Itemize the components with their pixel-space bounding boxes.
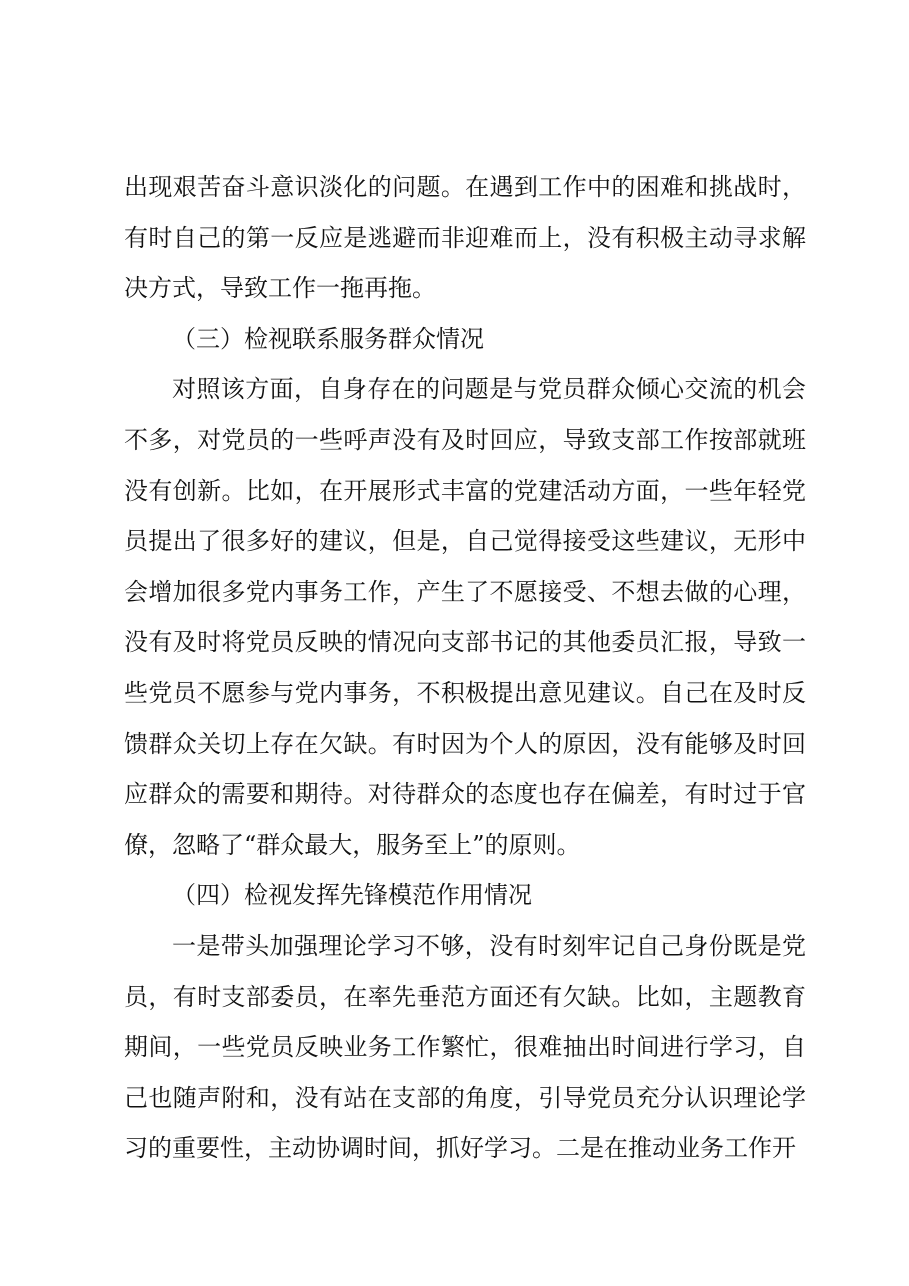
paragraph-vanguard-role: 一是带头加强理论学习不够，没有时刻牢记自己身份既是党员，有时支部委员，在率先垂范方面还有欠缺。比如，主题教育期间，一些党员反映业务工作繁忙，很难抽出时间进行学习，自己也随声附和，没有站在支部的角度，引导党员充分认识理论学习的重要性，主动协调时间，抓好学习。二是在推动业务工作开	[124, 931, 806, 1163]
section-heading-contact-service: （三）检视联系服务群众情况	[172, 324, 484, 353]
document-body	[124, 162, 806, 1174]
paragraph-contact-service: 对照该方面，自身存在的问题是与党员群众倾心交流的机会不多，对党员的一些呼声没有及时回应，导致支部工作按部就班没有创新。比如，在开展形式丰富的党建活动方面，一些年轻党员提出了很多好的建议，但是，自己觉得接受这些建议，无形中会增加很多党内事务工作，产生了不愿接受、不想去做的心理，没有及时将党员反映的情况向支部书记的其他委员汇报，导致一些党员不愿参与党内事务，不积极提出意见建议。自己在及时反馈群众关切上存在欠缺。有时因为个人的原因，没有能够及时回应群众的需要和期待。对待群众的态度也存在偏差，有时过于官僚，忽略了“群众最大，服务至上”的原则。	[124, 375, 806, 859]
paragraph-hardship-continuation: 出现艰苦奋斗意识淡化的问题。在遇到工作中的困难和挑战时，有时自己的第一反应是逃避而非迎难而上，没有积极主动寻求解决方式，导致工作一拖再拖。	[124, 173, 806, 303]
section-heading-vanguard-role: （四）检视发挥先锋模范作用情况	[172, 881, 532, 910]
